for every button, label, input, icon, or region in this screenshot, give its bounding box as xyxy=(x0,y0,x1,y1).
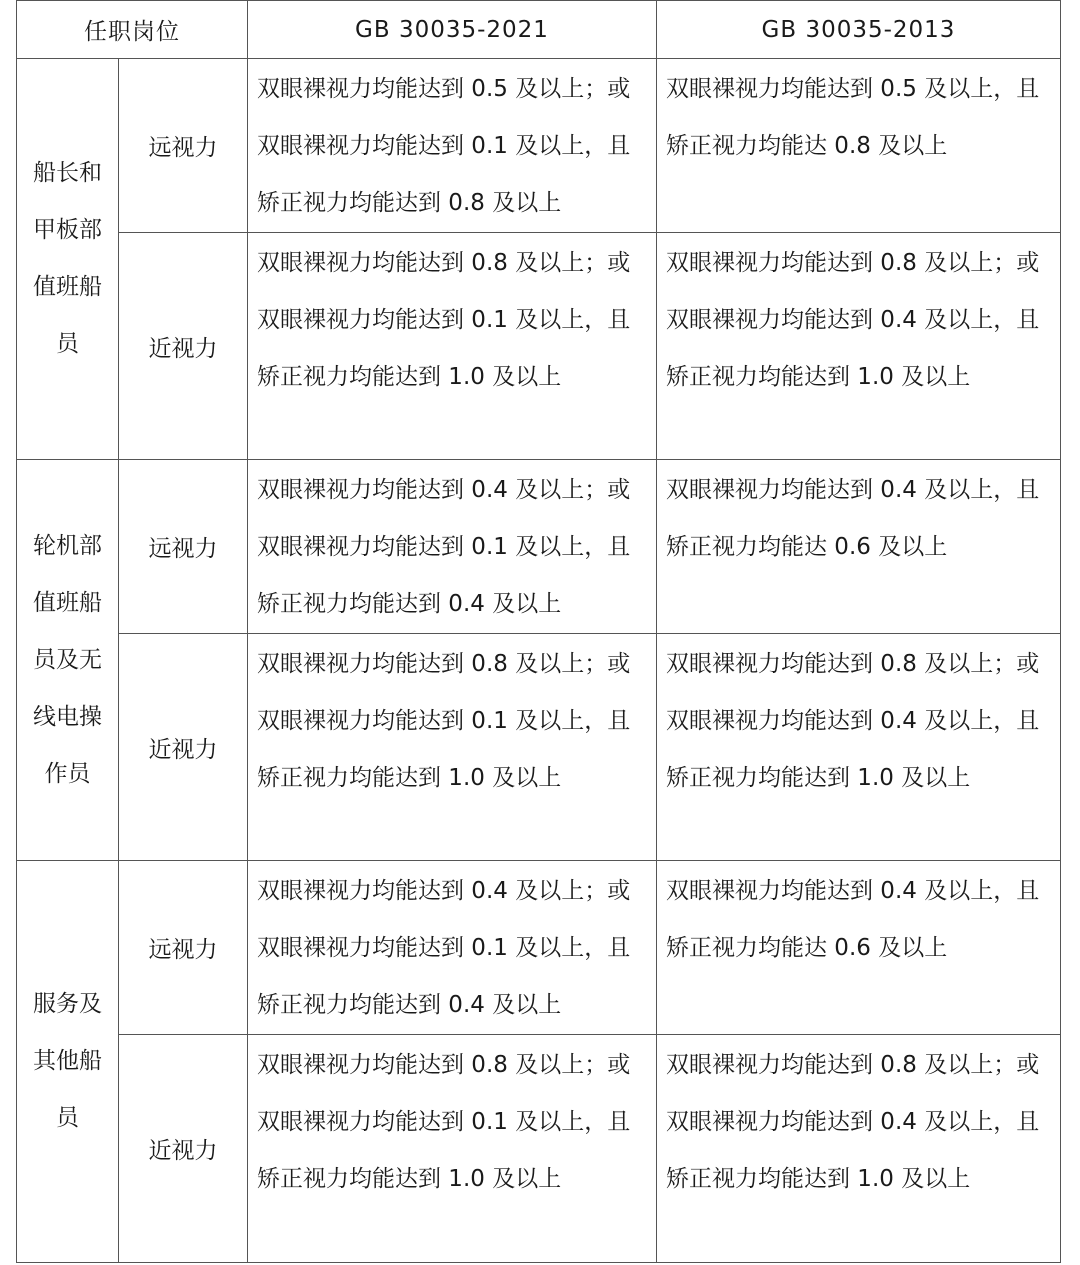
header-std-2013: GB 30035-2013 xyxy=(657,1,1061,59)
table-row xyxy=(17,59,1061,233)
table-row xyxy=(17,460,1061,634)
near-vision-label: 近视力 xyxy=(119,634,248,861)
role-cell xyxy=(17,861,119,1263)
requirement-2013: 双眼裸视力均能达到 0.5 及以上，且矫正视力均能达 0.8 及以上 xyxy=(657,59,1061,233)
table-row xyxy=(17,1035,1061,1263)
role-cell xyxy=(17,460,119,861)
near-vision-label: 近视力 xyxy=(119,233,248,460)
requirement-2021: 双眼裸视力均能达到 0.8 及以上；或双眼裸视力均能达到 0.1 及以上，且矫正视力均能达到 1.0 及以上 xyxy=(248,634,657,861)
requirement-2013: 双眼裸视力均能达到 0.4 及以上，且矫正视力均能达 0.6 及以上 xyxy=(657,460,1061,634)
requirement-2021: 双眼裸视力均能达到 0.8 及以上；或双眼裸视力均能达到 0.1 及以上，且矫正视力均能达到 1.0 及以上 xyxy=(248,233,657,460)
requirement-2013: 双眼裸视力均能达到 0.4 及以上，且矫正视力均能达 0.6 及以上 xyxy=(657,861,1061,1035)
table-row xyxy=(17,233,1061,460)
table-row xyxy=(17,861,1061,1035)
requirement-2013: 双眼裸视力均能达到 0.8 及以上；或双眼裸视力均能达到 0.4 及以上，且矫正视力均能达到 1.0 及以上 xyxy=(657,1035,1061,1263)
requirement-2021: 双眼裸视力均能达到 0.8 及以上；或双眼裸视力均能达到 0.1 及以上，且矫正视力均能达到 1.0 及以上 xyxy=(248,1035,657,1263)
vision-standards-table xyxy=(16,0,1061,1263)
far-vision-label: 远视力 xyxy=(119,460,248,634)
table-header-row xyxy=(17,1,1061,59)
requirement-2021: 双眼裸视力均能达到 0.5 及以上；或双眼裸视力均能达到 0.1 及以上，且矫正视力均能达到 0.8 及以上 xyxy=(248,59,657,233)
role-label: 服务及其他船员 xyxy=(33,991,102,1131)
header-position: 任职岗位 xyxy=(17,1,248,59)
requirement-2021: 双眼裸视力均能达到 0.4 及以上；或双眼裸视力均能达到 0.1 及以上，且矫正视力均能达到 0.4 及以上 xyxy=(248,460,657,634)
requirement-2013: 双眼裸视力均能达到 0.8 及以上；或双眼裸视力均能达到 0.4 及以上，且矫正视力均能达到 1.0 及以上 xyxy=(657,634,1061,861)
far-vision-label: 远视力 xyxy=(119,59,248,233)
header-std-2021: GB 30035-2021 xyxy=(248,1,657,59)
requirement-2013: 双眼裸视力均能达到 0.8 及以上；或双眼裸视力均能达到 0.4 及以上，且矫正视力均能达到 1.0 及以上 xyxy=(657,233,1061,460)
requirement-2021: 双眼裸视力均能达到 0.4 及以上；或双眼裸视力均能达到 0.1 及以上，且矫正视力均能达到 0.4 及以上 xyxy=(248,861,657,1035)
role-label: 船长和甲板部值班船员 xyxy=(33,160,102,357)
table-row xyxy=(17,634,1061,861)
role-label: 轮机部值班船员及无线电操作员 xyxy=(33,532,102,787)
near-vision-label: 近视力 xyxy=(119,1035,248,1263)
far-vision-label: 远视力 xyxy=(119,861,248,1035)
role-cell xyxy=(17,59,119,460)
